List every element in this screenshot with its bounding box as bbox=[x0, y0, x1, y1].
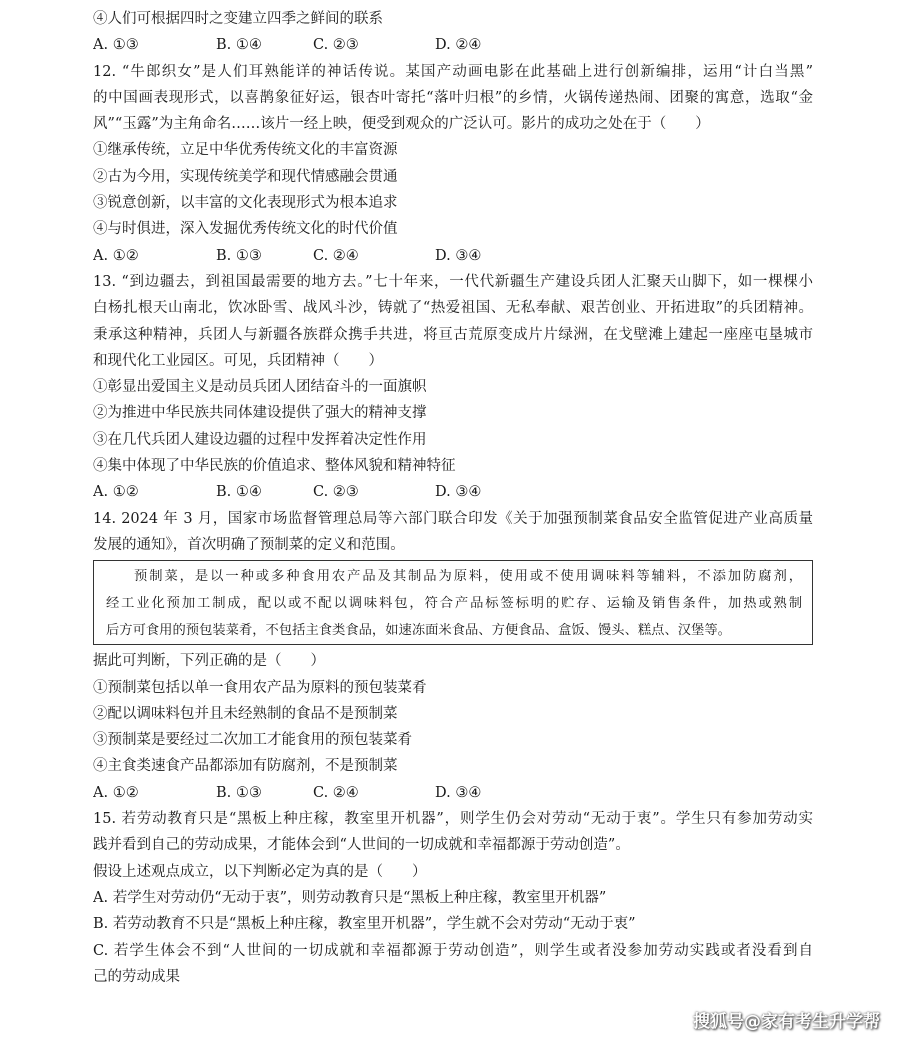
option-b: B. ①④ bbox=[216, 37, 262, 54]
option-a: A. ①② bbox=[93, 247, 139, 264]
option-a: A. ①② bbox=[93, 484, 139, 501]
definition-line-3: 后方可食用的预包装菜肴，不包括主食类食品，如速冻面米食品、方便食品、盒饭、馒头、糕点、汉堡等。 bbox=[106, 623, 731, 639]
q14-stem-1: 14. 2024 年 3 月，国家市场监督管理总局等六部门联合印发《关于加强预制菜食品安全监管促进产业高质量 bbox=[93, 510, 813, 527]
option-d: D. ②④ bbox=[435, 37, 482, 54]
option-c: C. ②③ bbox=[313, 37, 359, 54]
q14-item-4: ④主食类速食产品都添加有防腐剂，不是预制菜 bbox=[93, 758, 398, 775]
q14-item-2: ②配以调味料包并且未经熟制的食品不是预制菜 bbox=[93, 705, 398, 722]
exam-page bbox=[93, 6, 813, 990]
q15-stem-3: 假设上述观点成立，以下判断必定为真的是（ ） bbox=[93, 863, 427, 880]
q13-stem-1: 13. “到边疆去，到祖国最需要的地方去。”七十年来，一代代新疆生产建设兵团人汇聚天山脚下，如一棵棵小 bbox=[93, 273, 813, 290]
q13-item-2: ②为推进中华民族共同体建设提供了强大的精神支撑 bbox=[93, 405, 427, 422]
option-b: B. ①③ bbox=[216, 247, 262, 264]
q14-prompt: 据此可判断，下列正确的是（ ） bbox=[93, 653, 325, 670]
option-c: C. ②③ bbox=[313, 484, 359, 501]
option-a: A. ①③ bbox=[93, 37, 139, 54]
q15-option-a: A. 若学生对劳动仍“无动于衷”，则劳动教育只是“黑板上种庄稼，教室里开机器” bbox=[93, 889, 607, 906]
q15-option-c-cont: 己的劳动成果 bbox=[93, 968, 180, 985]
definition-line-2: 经工业化预加工制成，配以或不配以调味料包，符合产品标签标明的贮存、运输及销售条件，加热或熟制 bbox=[106, 596, 802, 612]
q12-stem-1: 12. “牛郎织女”是人们耳熟能详的神话传说。某国产动画电影在此基础上进行创新编排，运用“计白当黑” bbox=[93, 63, 813, 80]
q12-item-4: ④与时俱进，深入发掘优秀传统文化的时代价值 bbox=[93, 221, 398, 238]
definition-line-1: 预制菜，是以一种或多种食用农产品及其制品为原料，使用或不使用调味料等辅料，不添加防腐剂， bbox=[134, 569, 802, 585]
option-b: B. ①④ bbox=[216, 484, 262, 501]
q15-option-b: B. 若劳动教育不只是“黑板上种庄稼，教室里开机器”，学生就不会对劳动“无动于衷” bbox=[93, 916, 636, 933]
q12-item-3: ③锐意创新，以丰富的文化表现形式为根本追求 bbox=[93, 195, 398, 212]
option-c: C. ②④ bbox=[313, 247, 359, 264]
q13-item-1: ①彰显出爱国主义是动员兵团人团结奋斗的一面旗帜 bbox=[93, 379, 427, 396]
option-d: D. ③④ bbox=[435, 484, 482, 501]
q12-stem-3: 风”“玉露”为主角命名……该片一经上映，便受到观众的广泛认可。影片的成功之处在于（ ） bbox=[93, 116, 710, 133]
q11-item-4: ④人们可根据四时之变建立四季之鲜间的联系 bbox=[93, 11, 383, 27]
definition-box bbox=[93, 560, 813, 645]
q13-options bbox=[93, 479, 813, 505]
q12-item-2: ②古为今用，实现传统美学和现代情感融会贯通 bbox=[93, 168, 398, 185]
q13-stem-2: 白杨扎根天山南北，饮冰卧雪、战风斗沙，铸就了“热爱祖国、无私奉献、艰苦创业、开拓进取”的兵团精神。 bbox=[93, 300, 813, 317]
q12-stem-2: 的中国画表现形式，以喜鹊象征好运，银杏叶寄托“落叶归根”的乡情，火锅传递热闹、团聚的寓意，选取“金 bbox=[93, 89, 813, 106]
q14-item-1: ①预制菜包括以单一食用农产品为原料的预包装菜肴 bbox=[93, 679, 427, 696]
option-d: D. ③④ bbox=[435, 784, 482, 801]
q13-stem-4: 和现代化工业园区。可见，兵团精神（ ） bbox=[93, 352, 383, 369]
q13-item-4: ④集中体现了中华民族的价值追求、整体风貌和精神特征 bbox=[93, 458, 456, 475]
q13-stem-3: 秉承这种精神，兵团人与新疆各族群众携手共进，将亘古荒原变成片片绿洲，在戈壁滩上建起一座座屯垦城市 bbox=[93, 326, 813, 343]
option-a: A. ①② bbox=[93, 784, 139, 801]
q15-stem-2: 践并看到自己的劳动成果，才能体会到“人世间的一切成就和幸福都源于劳动创造”。 bbox=[93, 837, 630, 854]
q14-options bbox=[93, 780, 813, 806]
q12-options bbox=[93, 243, 813, 269]
q12-item-1: ①继承传统，立足中华优秀传统文化的丰富资源 bbox=[93, 142, 398, 159]
q14-stem-2: 发展的通知》，首次明确了预制菜的定义和范围。 bbox=[93, 536, 405, 553]
q13-item-3: ③在几代兵团人建设边疆的过程中发挥着决定性作用 bbox=[93, 431, 427, 448]
watermark: 搜狐号@家有考生升学帮 bbox=[693, 1012, 880, 1032]
option-c: C. ②④ bbox=[313, 784, 359, 801]
option-d: D. ③④ bbox=[435, 247, 482, 264]
q15-stem-1: 15. 若劳动教育只是“黑板上种庄稼，教室里开机器”，则学生仍会对劳动“无动于衷”。学生只有参加劳动实 bbox=[93, 811, 813, 828]
q14-item-3: ③预制菜是要经过二次加工才能食用的预包装菜肴 bbox=[93, 732, 412, 749]
q11-options bbox=[93, 32, 813, 58]
q15-option-c: C. 若学生体会不到“人世间的一切成就和幸福都源于劳动创造”，则学生或者没参加劳动实践或者没看到自 bbox=[93, 942, 813, 959]
option-b: B. ①③ bbox=[216, 784, 262, 801]
